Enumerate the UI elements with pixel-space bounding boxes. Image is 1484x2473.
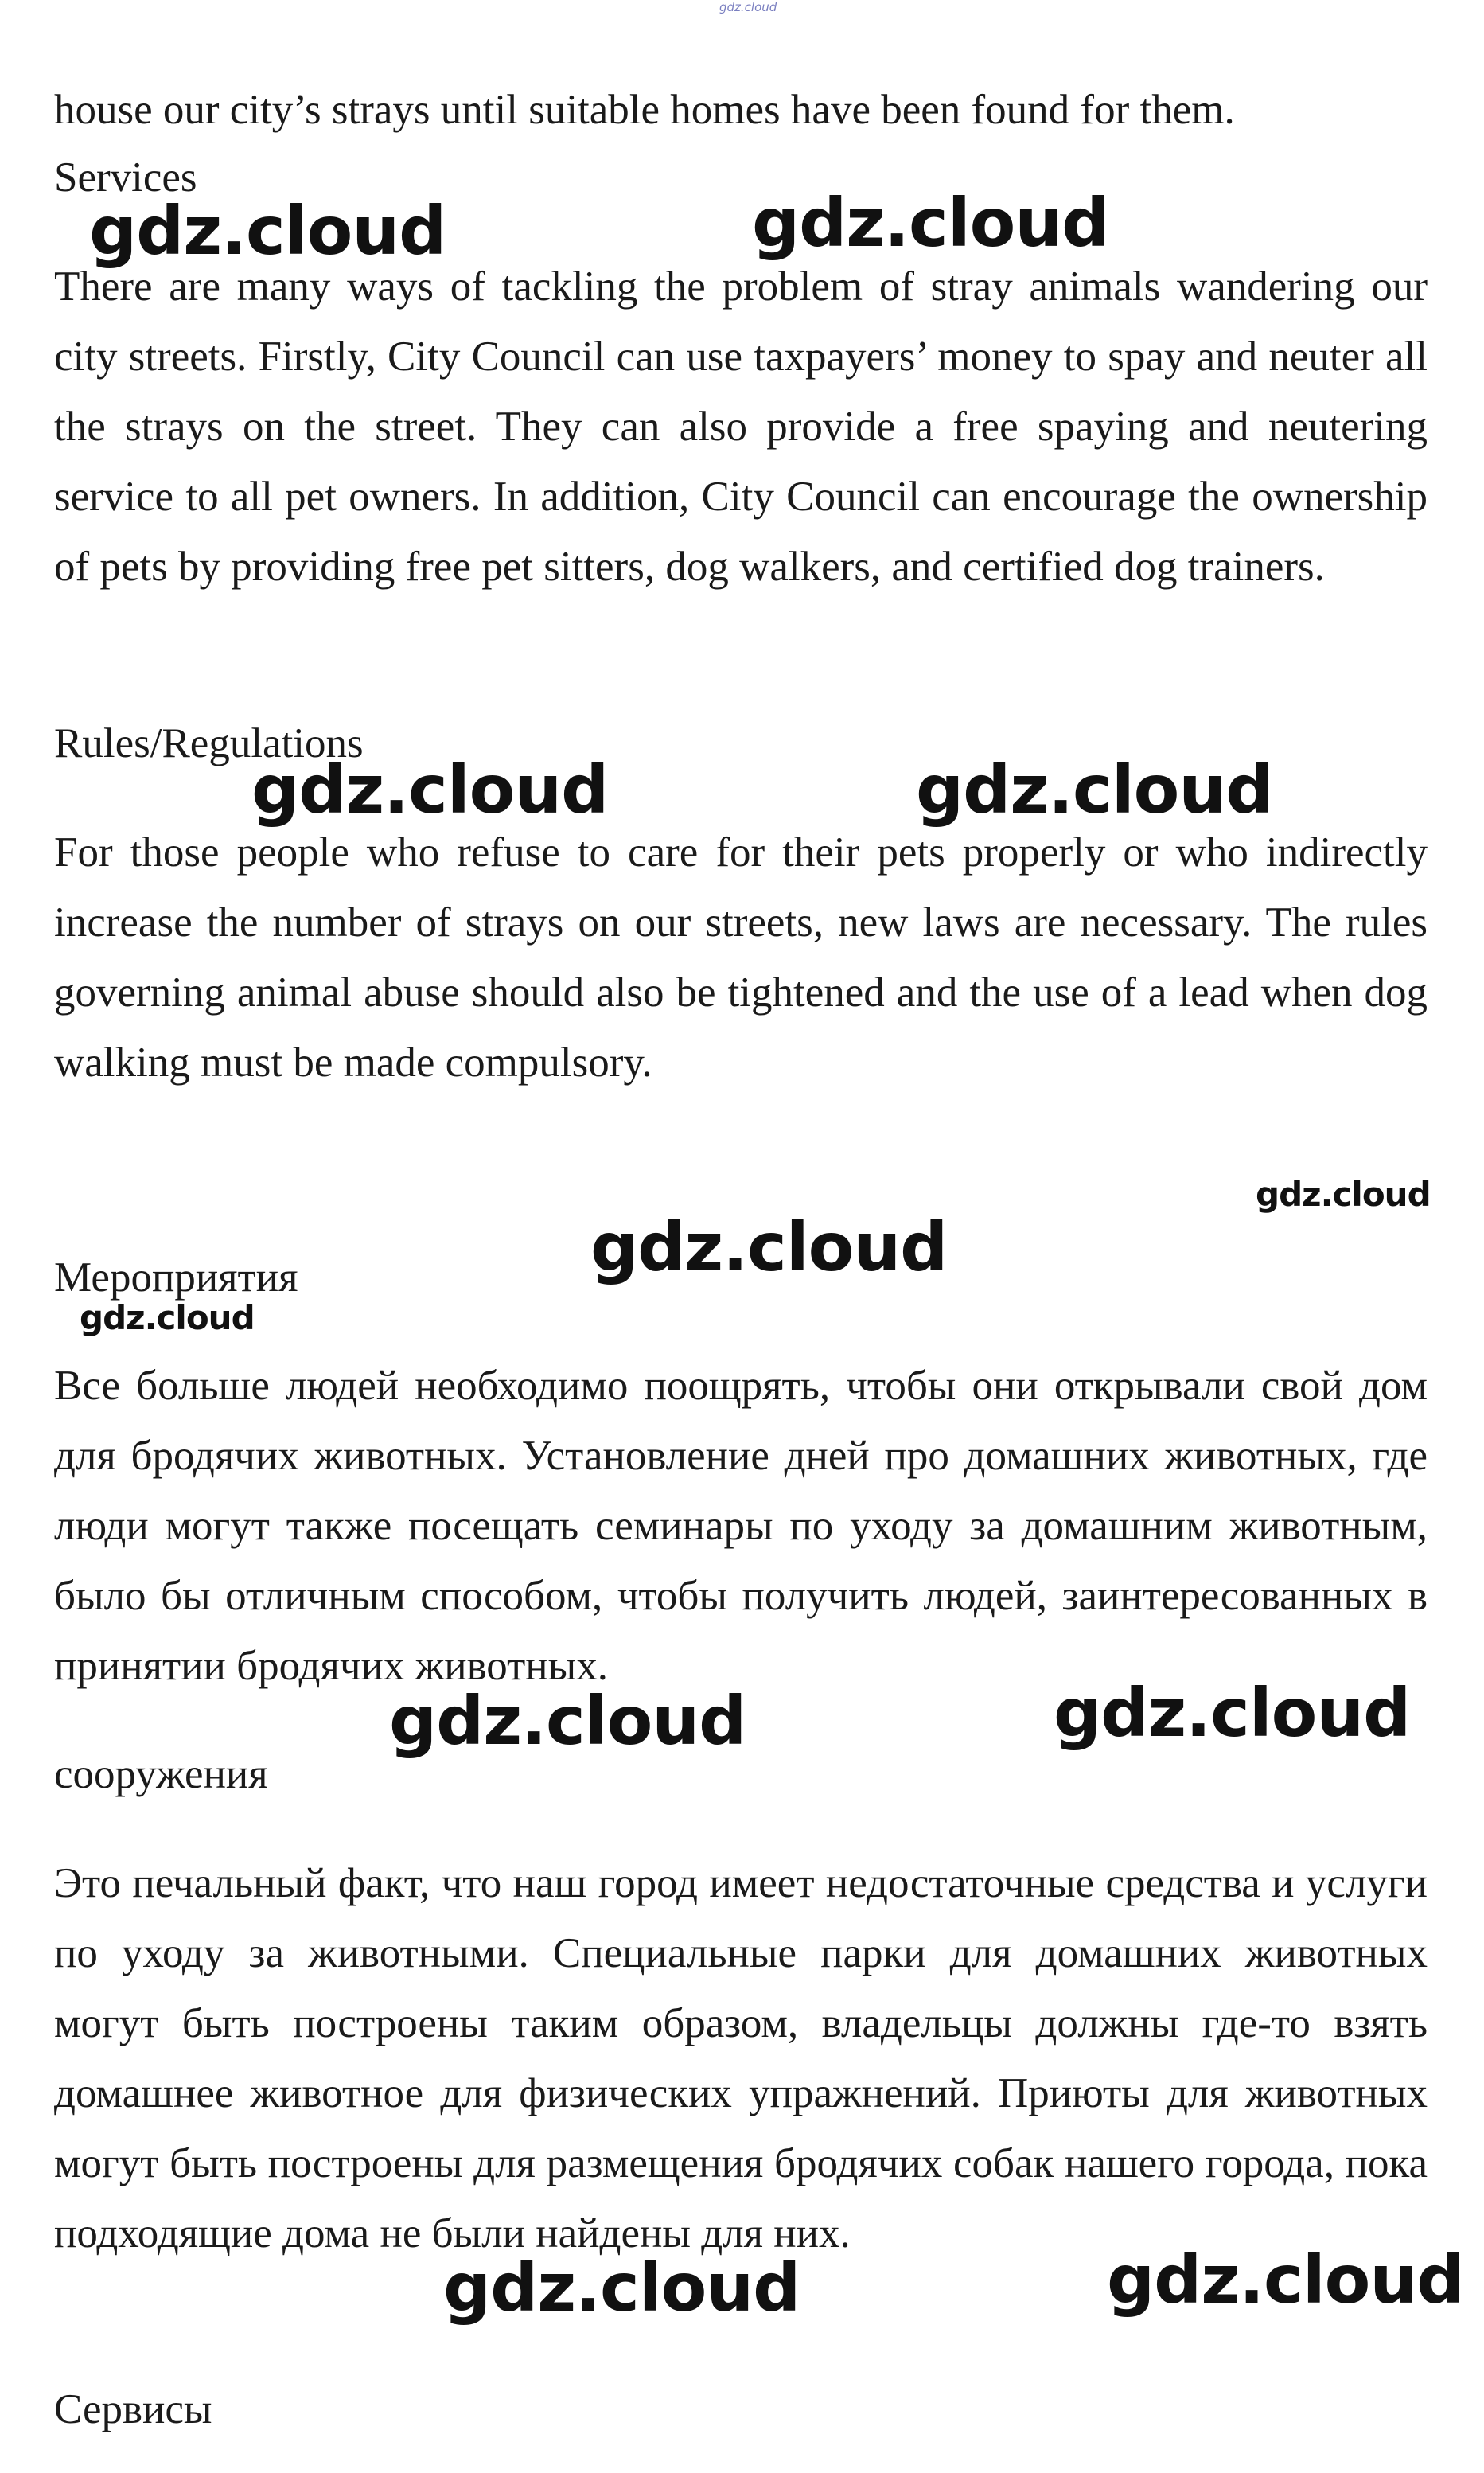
top-watermark: gdz.cloud [719, 0, 777, 14]
watermark-10: gdz.cloud [443, 2249, 800, 2327]
shelter-paragraph-tail: house our city’s strays until suitable homes have been found for them. [54, 87, 1235, 133]
watermark-4: gdz.cloud [916, 751, 1273, 829]
watermark-2: gdz.cloud [752, 184, 1109, 262]
events-heading: Мероприятия [54, 1254, 298, 1301]
rules-paragraph: For those people who refuse to care for their pets properly or who indirectly increase the number of strays on our streets, new laws are necessary. The rules governing animal abuse should also be tightened and the use of a lead when dog walking must be made compulsory. [54, 829, 1428, 1086]
watermark-1: gdz.cloud [89, 192, 446, 270]
services-heading: Services [54, 154, 197, 201]
rules-heading: Rules/Regulations [54, 720, 364, 766]
services-paragraph: There are many ways of tackling the problem of stray animals wandering our city streets. Firstly, City Council can use taxpayers’ money to spay and neuter all the strays on the street. They can also provide a free spaying and neutering service to all pet owners. In addition, City Council can encourage the ownership of pets by providing free pet sitters, dog walkers, and certified dog trainers. [54, 263, 1428, 590]
facilities-paragraph: Это печальный факт, что наш город имеет недостаточные средства и услуги по уходу за животными. Специальные парки для домашних животных могут быть построены таким образом, владельцы должны где-то взять домашнее животное для физических упражнений. Приюты для животных могут быть построены для размещения бродячих собак нашего города, пока подходящие дома не были найдены для них. [54, 1860, 1428, 2257]
facilities-heading: сооружения [54, 1751, 268, 1797]
watermark-11: gdz.cloud [1107, 2241, 1464, 2319]
russian-services-heading: Сервисы [54, 2386, 212, 2432]
watermark-3: gdz.cloud [251, 751, 609, 829]
watermark-5: gdz.cloud [1256, 1175, 1431, 1214]
watermark-7: gdz.cloud [80, 1298, 255, 1337]
watermark-9: gdz.cloud [1054, 1674, 1411, 1752]
watermark-6: gdz.cloud [590, 1208, 948, 1286]
watermark-8: gdz.cloud [389, 1682, 746, 1760]
events-paragraph: Все больше людей необходимо поощрять, чтобы они открывали свой дом для бродячих животных. Установление дней про домашних животных, где люди могут также посещать семинары по уходу за домашним животным, было бы отличным способом, чтобы получить людей, заинтересованных в принятии бродячих животных. [54, 1363, 1428, 1689]
